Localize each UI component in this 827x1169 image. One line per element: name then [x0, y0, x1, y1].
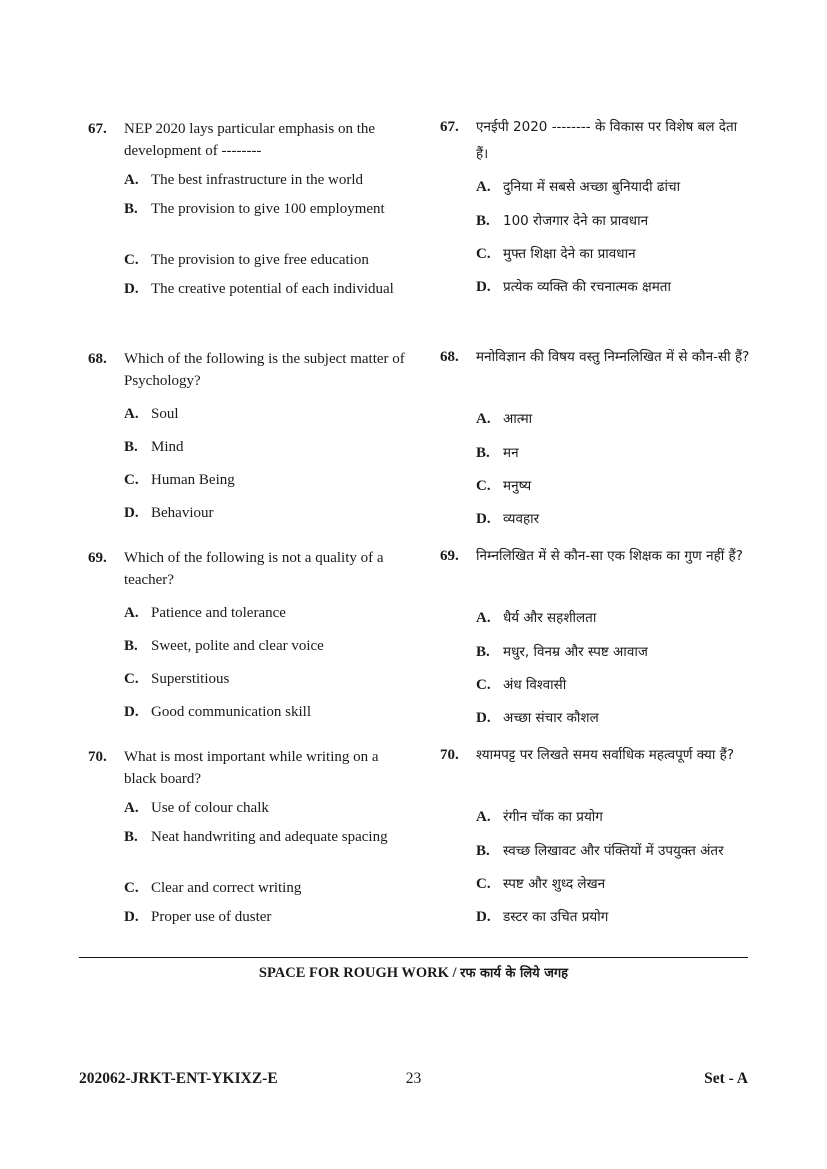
- page-number: 23: [405, 1070, 422, 1087]
- question-text: Which of the following is not a quality of a teacher?: [124, 550, 384, 588]
- option-b: B. मधुर, विनम्र और स्पष्ट आवाज: [476, 644, 648, 660]
- question-number: 67.: [440, 119, 459, 135]
- option-c: C. मुफ्त शिक्षा देने का प्रावधान: [476, 246, 636, 262]
- question-text: What is most important while writing on a black board?: [124, 749, 379, 787]
- option-b: B. Sweet, polite and clear voice: [124, 638, 324, 654]
- question-text: मनोविज्ञान की विषय वस्तु निम्नलिखित में से कौन-सी हैं?: [476, 349, 750, 365]
- option-c: C. The provision to give free education: [124, 252, 369, 268]
- option-d: D. The creative potential of each individual: [124, 281, 394, 297]
- question-number: 68.: [440, 349, 459, 365]
- option-a: A. रंगीन चॉक का प्रयोग: [476, 809, 603, 825]
- option-b: B. Mind: [124, 439, 184, 455]
- option-c: C. Superstitious: [124, 671, 230, 687]
- question-text: निम्नलिखित में से कौन-सा एक शिक्षक का गुण नहीं हैं?: [476, 548, 743, 564]
- question-70-en: [88, 746, 408, 925]
- question-number: 67.: [88, 121, 107, 137]
- option-b: B. 100 रोजगार देने का प्रावधान: [476, 213, 649, 229]
- question-69-en: [88, 547, 408, 720]
- question-68-en: [88, 348, 408, 521]
- option-a: A. आत्मा: [476, 411, 533, 427]
- rough-work-divider: [79, 957, 748, 958]
- question-text: एनईपी 2020 -------- के विकास पर विशेष बल देता हैं।: [476, 119, 738, 162]
- option-c: C. Clear and correct writing: [124, 880, 302, 896]
- option-d: D. डस्टर का उचित प्रयोग: [476, 909, 609, 925]
- option-d: D. Good communication skill: [124, 704, 311, 720]
- rough-work-english: SPACE FOR ROUGH WORK /: [258, 965, 457, 981]
- question-text: NEP 2020 lays particular emphasis on the development of --------: [124, 121, 376, 159]
- question-number: 70.: [88, 749, 107, 765]
- option-b: B. मन: [476, 445, 519, 461]
- paper-code: 202062-JRKT-ENT-YKIXZ-E: [79, 1070, 278, 1087]
- question-70-hi: [440, 742, 750, 925]
- option-a: A. Use of colour chalk: [124, 800, 269, 816]
- option-a: A. The best infrastructure in the world: [124, 172, 364, 188]
- question-number: 68.: [88, 351, 107, 367]
- question-number: 69.: [440, 548, 459, 564]
- option-c: C. अंध विश्वासी: [476, 677, 567, 693]
- option-a: A. दुनिया में सबसे अच्छा बुनियादी ढांचा: [476, 179, 681, 195]
- rough-work-heading: [79, 963, 748, 982]
- option-c: C. स्पष्ट और शुध्द लेखन: [476, 876, 606, 892]
- question-number: 70.: [440, 747, 459, 763]
- option-d: D. Behaviour: [124, 505, 214, 521]
- option-a: A. Soul: [124, 406, 179, 422]
- question-69-hi: [440, 543, 750, 726]
- option-d: D. प्रत्येक व्यक्ति की रचनात्मक क्षमता: [476, 279, 671, 295]
- option-d: D. अच्छा संचार कौशल: [476, 710, 599, 726]
- option-b: B. स्वच्छ लिखावट और पंक्तियों में उपयुक्त अंतर: [476, 843, 724, 859]
- question-68-hi: [440, 344, 750, 527]
- question-67-en: [88, 118, 408, 297]
- option-d: D. Proper use of duster: [124, 909, 272, 925]
- question-number: 69.: [88, 550, 107, 566]
- option-a: A. धैर्य और सहशीलता: [476, 610, 597, 626]
- question-67-hi: [440, 114, 750, 295]
- question-text: श्यामपट्ट पर लिखते समय सर्वाधिक महत्वपूर्ण क्या हैं?: [476, 747, 734, 763]
- option-b: B. The provision to give 100 employment: [124, 201, 385, 217]
- option-c: C. Human Being: [124, 472, 235, 488]
- rough-work-hindi: रफ कार्य के लिये जगह: [460, 966, 569, 981]
- option-c: C. मनुष्य: [476, 478, 532, 494]
- question-text: Which of the following is the subject matter of Psychology?: [124, 351, 405, 389]
- option-d: D. व्यवहार: [476, 511, 540, 527]
- option-b: B. Neat handwriting and adequate spacing: [124, 829, 388, 845]
- option-a: A. Patience and tolerance: [124, 605, 286, 621]
- set-label: Set - A: [704, 1070, 748, 1087]
